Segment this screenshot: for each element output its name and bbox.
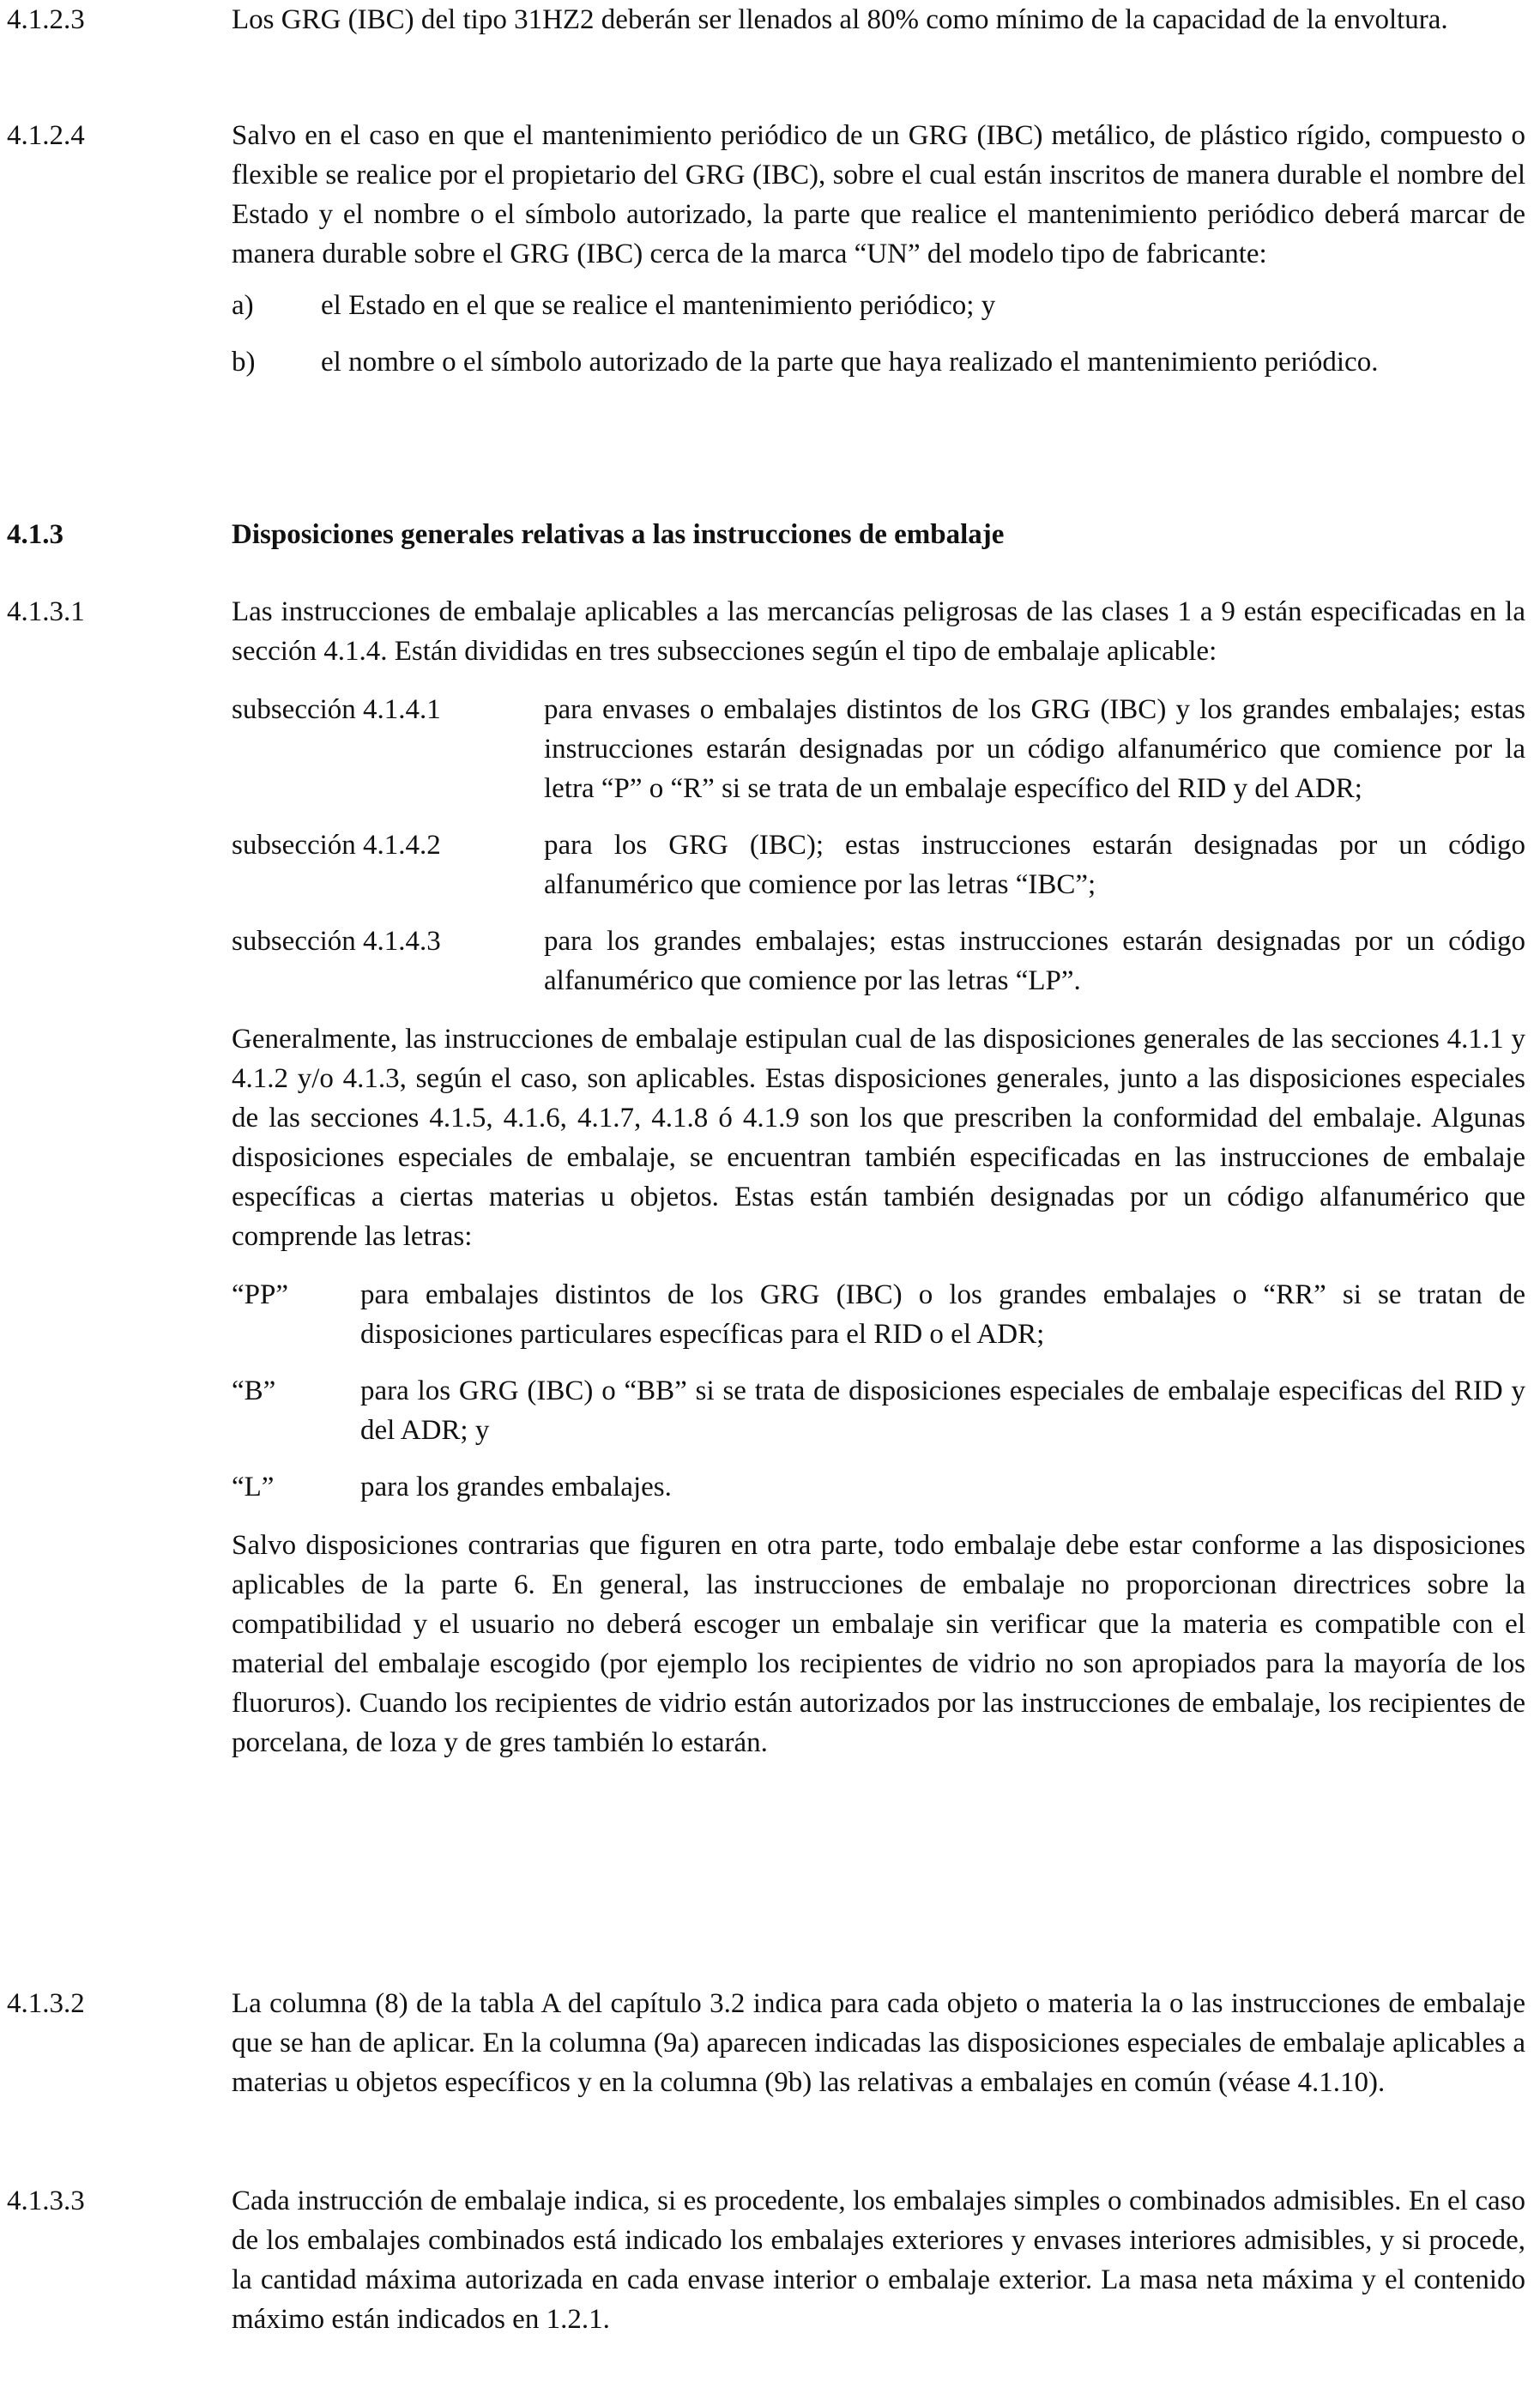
code-text: para embalajes distintos de los GRG (IBC) o los grandes embalajes o “RR” si se tratan de disposiciones particulares específicas para el RID o el ADR; — [360, 1279, 1525, 1350]
section-4-1-3 — [7, 515, 1525, 554]
section-number: 4.1.3 — [7, 519, 63, 550]
code-item — [232, 1467, 1525, 1507]
paragraph: Generalmente, las instrucciones de embalaje estipulan cual de las disposiciones generales de las secciones 4.1.1 y 4.1.2 y/o 4.1.3, según el caso, son aplicables. Estas disposiciones generales, junto a las disposiciones especiales de las secciones 4.1.5, 4.1.6, 4.1.7, 4.1.8 ó 4.1.9 son los que prescriben la conformidad del embalaje. Algunas disposiciones especiales de embalaje, se encuentran también especificadas en las instrucciones de embalaje específicas a ciertas materias u objetos. Estas están también designadas por un código alfanumérico que comprende las letras: — [232, 1024, 1525, 1252]
clause-4-1-3-3 — [7, 2181, 1525, 2339]
code-label: “L” — [232, 1472, 275, 1502]
subsection-label: subsección 4.1.4.3 — [232, 926, 441, 957]
subsection-item — [232, 825, 1525, 904]
code-list — [232, 1275, 1525, 1507]
code-text: para los grandes embalajes. — [360, 1472, 672, 1502]
clause-number: 4.1.3.3 — [7, 2186, 85, 2216]
clause-text: Las instrucciones de embalaje aplicables a las mercancías peligrosas de las clases 1 a 9 están especificadas en la sección 4.1.4. Están divididas en tres subsecciones según el tipo de embalaje aplicable: — [232, 596, 1525, 667]
clause-text: La columna (8) de la tabla A del capítulo 3.2 indica para cada objeto o materia la o las instrucciones de embalaje que se han de aplicar. En la columna (9a) aparecen indicadas las disposiciones especiales de embalaje aplicables a materias u objetos específicos y en la columna (9b) las relativas a embalajes en común (véase 4.1.10). — [232, 1988, 1525, 2098]
subsection-text: para envases o embalajes distintos de los GRG (IBC) y los grandes embalajes; estas instrucciones estarán designadas por un código alfanumérico que comience por la letra “P” o “R” si se trata de un embalaje específico del RID y del ADR; — [544, 694, 1525, 804]
clause-4-1-3-2 — [7, 1984, 1525, 2102]
clause-text: Los GRG (IBC) del tipo 31HZ2 deberán ser llenados al 80% como mínimo de la capacidad de la envoltura. — [232, 4, 1448, 35]
item-label: a) — [232, 290, 254, 321]
list-item — [232, 286, 1525, 325]
clause-4-1-2-3 — [7, 0, 1525, 39]
clause-text: Salvo en el caso en que el mantenimiento periódico de un GRG (IBC) metálico, de plástico rígido, compuesto o flexible se realice por el propietario del GRG (IBC), sobre el cual están inscritos de manera durable el nombre del Estado y el nombre o el símbolo autorizado, la parte que realice el mantenimiento periódico deberá marcar de manera durable sobre el GRG (IBC) cerca de la marca “UN” del modelo tipo de fabricante: — [232, 120, 1525, 269]
subsection-label: subsección 4.1.4.2 — [232, 830, 441, 861]
subsection-item — [232, 922, 1525, 1001]
item-text: el Estado en el que se realice el mantenimiento periódico; y — [321, 290, 996, 321]
subsection-list — [232, 690, 1525, 1001]
clause-number: 4.1.3.1 — [7, 596, 85, 627]
code-item — [232, 1371, 1525, 1450]
clause-text: Cada instrucción de embalaje indica, si es procedente, los embalajes simples o combinados admisibles. En el caso de los embalajes combinados está indicado los embalajes exteriores y envases interiores admisibles, y si procede, la cantidad máxima autorizada en cada envase interior o embalaje exterior. La masa neta máxima y el contenido máximo están indicados en 1.2.1. — [232, 2186, 1525, 2335]
subsection-text: para los grandes embalajes; estas instrucciones estarán designadas por un código alfanumérico que comience por las letras “LP”. — [544, 926, 1525, 996]
item-label: b) — [232, 347, 256, 378]
item-text: el nombre o el símbolo autorizado de la parte que haya realizado el mantenimiento periódico. — [321, 347, 1379, 378]
clause-number: 4.1.2.4 — [7, 120, 85, 151]
code-label: “PP” — [232, 1279, 288, 1310]
item-list — [232, 286, 1525, 382]
subsection-item — [232, 690, 1525, 808]
clause-number: 4.1.3.2 — [7, 1988, 85, 2019]
code-text: para los GRG (IBC) o “BB” si se trata de disposiciones especiales de embalaje especificas del RID y del ADR; y — [360, 1375, 1525, 1446]
code-label: “B” — [232, 1375, 276, 1406]
section-heading: Disposiciones generales relativas a las instrucciones de embalaje — [232, 519, 1005, 550]
subsection-text: para los GRG (IBC); estas instrucciones estarán designadas por un código alfanumérico que comience por las letras “IBC”; — [544, 830, 1525, 900]
list-item — [232, 342, 1525, 382]
code-item — [232, 1275, 1525, 1354]
clause-4-1-2-4 — [7, 116, 1525, 382]
subsection-label: subsección 4.1.4.1 — [232, 694, 441, 725]
clause-number: 4.1.2.3 — [7, 4, 85, 35]
paragraph: Salvo disposiciones contrarias que figuren en otra parte, todo embalaje debe estar conforme a las disposiciones aplicables de la parte 6. En general, las instrucciones de embalaje no proporcionan directrices sobre la compatibilidad y el usuario no deberá escoger un embalaje sin verificar que la materia es compatible con el material del embalaje escogido (por ejemplo los recipientes de vidrio no son apropiados para la mayoría de los fluoruros). Cuando los recipientes de vidrio están autorizados por las instrucciones de embalaje, los recipientes de porcelana, de loza y de gres también lo estarán. — [232, 1530, 1525, 1758]
clause-4-1-3-1 — [7, 592, 1525, 1762]
